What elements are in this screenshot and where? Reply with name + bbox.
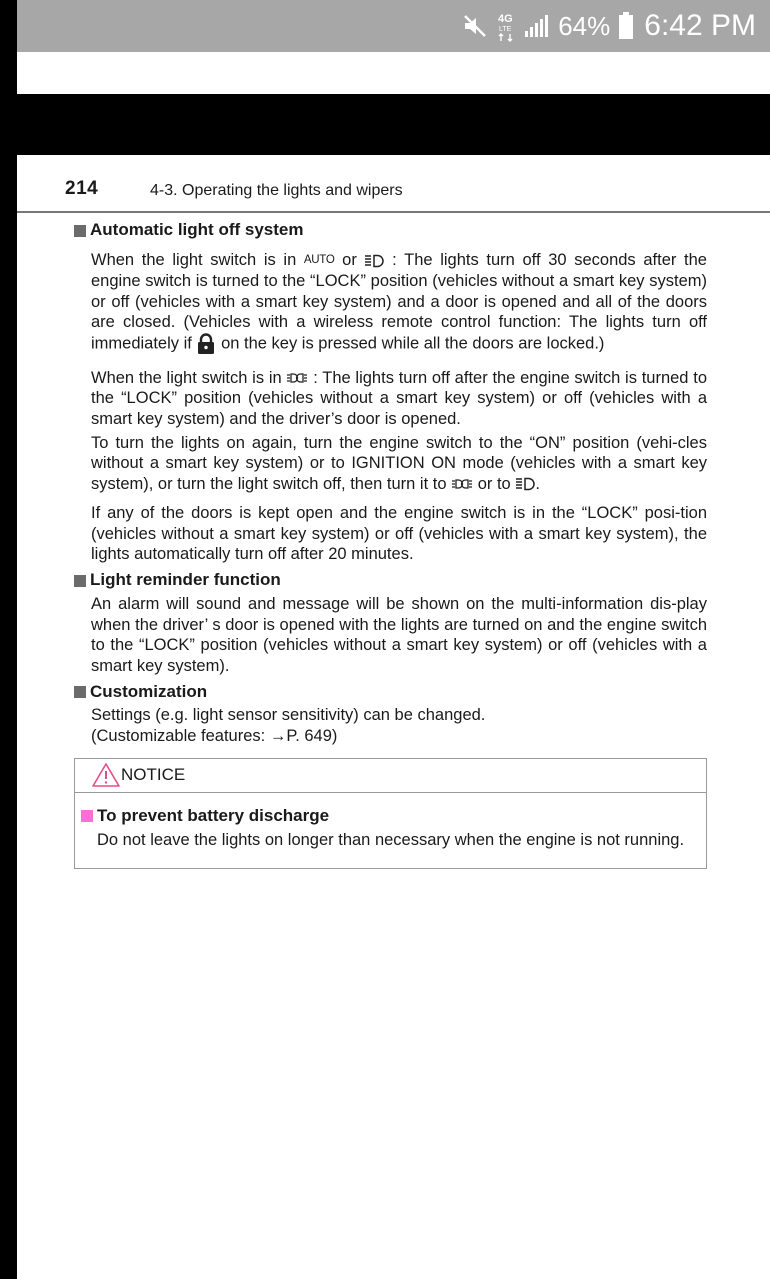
- svg-text:4G: 4G: [498, 13, 513, 25]
- tail-light-icon: [451, 478, 473, 490]
- heading-text: Customization: [90, 681, 208, 701]
- heading-text: To prevent battery discharge: [97, 805, 330, 825]
- text: on the key is pressed while all the doors are locked.): [221, 334, 605, 353]
- page-reference-link[interactable]: (Customizable features: →P. 649): [91, 727, 338, 746]
- heading-customization: [74, 680, 707, 703]
- bullet-square: [81, 810, 93, 822]
- document-page[interactable]: [17, 155, 770, 1279]
- text: When the light switch is in: [91, 251, 297, 269]
- status-bar: [17, 0, 770, 52]
- heading-text: Light reminder function: [90, 570, 281, 590]
- text: .: [535, 474, 540, 493]
- battery-icon: [618, 12, 634, 40]
- heading-light-reminder: [74, 569, 707, 592]
- mute-icon: [462, 13, 488, 39]
- svg-text:LTE: LTE: [499, 26, 512, 33]
- bullet-square: [74, 575, 86, 587]
- paragraph: [91, 433, 707, 495]
- headlight-icon: [515, 477, 535, 491]
- paragraph: If any of the doors is kept open and the engine switch is in the “LOCK” posi-tion (vehicles without a smart key system) or off (vehicles with a smart key system), the lights automatically turn off after 20 minutes.: [91, 504, 707, 564]
- headlight-icon: [364, 254, 384, 268]
- page-content: [74, 219, 707, 869]
- network-4g-lte-icon: [496, 10, 516, 42]
- page-number: 214: [65, 178, 99, 199]
- heading-text: Automatic light off system: [90, 220, 304, 240]
- bullet-square: [74, 686, 86, 698]
- notice-body: [75, 793, 706, 869]
- clock: 6:42 PM: [644, 9, 756, 42]
- page-header: [17, 155, 770, 213]
- section-title: 4-3. Operating the lights and wipers: [150, 182, 403, 199]
- warning-triangle-icon: [91, 762, 121, 788]
- heading-automatic-light-off: [74, 219, 707, 242]
- paragraph: [91, 250, 707, 355]
- notice-heading: [81, 805, 694, 828]
- auto-switch-icon: AUTO: [303, 254, 335, 267]
- text: When the light switch is in: [91, 368, 282, 387]
- notice-box: [74, 758, 707, 870]
- text: To turn the lights on again, turn the engine switch to the “ON” position (vehi-cles without a smart key system) or to IGNITION ON mode (vehicles with a smart key system), or turn the light switch off, then turn it to: [91, 433, 707, 493]
- paragraph: Settings (e.g. light sensor sensitivity) can be changed.: [91, 706, 486, 725]
- notice-header: [75, 759, 706, 793]
- tail-light-icon: [286, 372, 308, 384]
- text: or: [342, 251, 357, 269]
- text: : The lights turn off 30 seconds after the engine switch is turned to the “LOCK” position (vehicles without a smart key system) or off (vehicles with a smart key system) and a door is opened and all of the doors are closed. (Vehicles with a wireless remote control function: The lights turn off immediately if: [91, 251, 707, 353]
- app-toolbar: [17, 52, 770, 94]
- text: or to: [477, 474, 511, 493]
- signal-icon: [524, 14, 550, 38]
- lock-icon: [196, 333, 216, 355]
- status-icons: [462, 0, 756, 52]
- notice-text: Do not leave the lights on longer than necessary when the engine is not running.: [97, 830, 685, 849]
- paragraph: [91, 368, 707, 430]
- text: : The lights turn off after the engine switch is turned to the “LOCK” position (vehicles without a smart key system) or off (vehicles with a smart key system) and the driver’s door is opened.: [91, 368, 707, 428]
- battery-percent: 64%: [558, 10, 611, 41]
- notice-title: NOTICE: [121, 764, 186, 784]
- paragraph: An alarm will sound and message will be shown on the multi-information dis-play when the driver’ s door is opened with the lights are turned on and the engine switch to the “LOCK” position (vehicles without a smart key system) or off (vehicles with a smart key system).: [91, 595, 707, 675]
- bullet-square: [74, 225, 86, 237]
